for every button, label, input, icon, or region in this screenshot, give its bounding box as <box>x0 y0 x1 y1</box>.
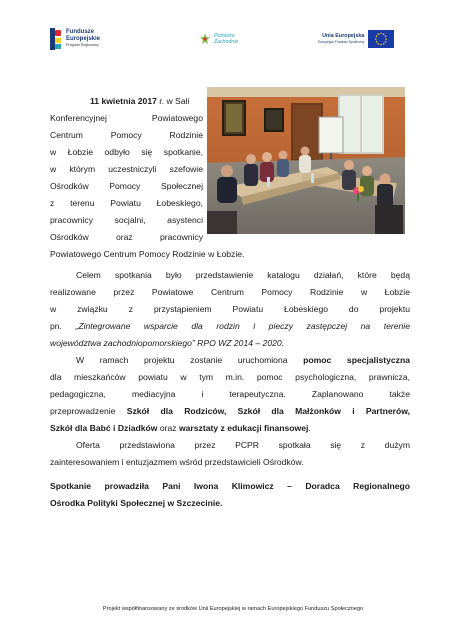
meeting-photo <box>207 87 405 234</box>
logo-fe-line2: Europejskie <box>66 35 101 42</box>
fundusze-europejskie-logo <box>50 28 100 50</box>
pomorze-zachodnie-logo <box>199 32 238 46</box>
meeting-date: 11 kwietnia 2017 <box>90 96 157 106</box>
footer-note: Projekt współfinansowany ze środków Unii Europejskiej w ramach Europejskiego Funduszu Społecznego <box>102 606 364 612</box>
paragraph-2: Celem spotkania było przedstawienie katalogu działań, które będą realizowane przez Powiatowe Centrum Pomocy Rodzinie w Łobzie w związku z przystąpieniem Powiatu Łobeskiego do projektu pn. „Zintegrowane wsparcie dla rodzin i pieczy zastępczej na terenie województwa zachodniopomorskiego” RPO WZ 2014 – 2020. <box>50 270 410 348</box>
logo-pz-line2: Zachodnie <box>214 39 239 45</box>
fundusze-europejskie-mark-icon <box>50 28 62 50</box>
paragraph-5: Spotkanie prowadziła Pani Iwona Klimowicz – Doradca Regionalnego Ośrodka Polityki Społecznej w Szczecinie. <box>50 481 410 508</box>
logo-ue-line2: Europejski Fundusz Społeczny <box>318 40 365 44</box>
pomorze-zachodnie-mark-icon <box>199 32 211 46</box>
unia-europejska-logo <box>318 30 394 48</box>
logo-fe-line1: Fundusze <box>66 29 94 36</box>
logo-fe-line3: Program Regionalny <box>66 43 99 48</box>
paragraph-4: Oferta przedstawiona przez PCPR spotkała się z dużym zainteresowaniem i entuzjazmem wśród przedstawicieli Ośrodków. <box>50 440 410 467</box>
eu-flag-icon <box>368 30 394 48</box>
logo-pz-line1: Pomorze <box>214 33 235 39</box>
paragraph-3: W ramach projektu zostanie uruchomiona pomoc specjalistyczna dla mieszkańców powiatu w tym m.in. pomoc psychologiczna, prawnicza, pedagogiczna, mediacyjna i terapeutyczna. Zaplanowano także przeprowadzenie Szkół dla Rodziców, Szkół dla Małżonków i Partnerów, Szkół dla Babć i Dziadków oraz warsztaty z edukacji finansowej. <box>50 355 410 433</box>
logo-ue-line1: Unia Europejska <box>322 33 365 39</box>
paragraph-1-cont: Konferencyjnej Powiatowego Centrum Pomocy Rodzinie w Łobzie odbyło się spotkanie, w którym uczestniczyli szefowie Ośrodków Pomocy Społecznej z terenu Powiatu Łobeskiego, pracownicy socjalni, asystenci Ośrodków oraz pracownicy <box>50 113 203 242</box>
paragraph-1: 11 kwietnia 2017 r. w Sali <box>90 96 190 106</box>
